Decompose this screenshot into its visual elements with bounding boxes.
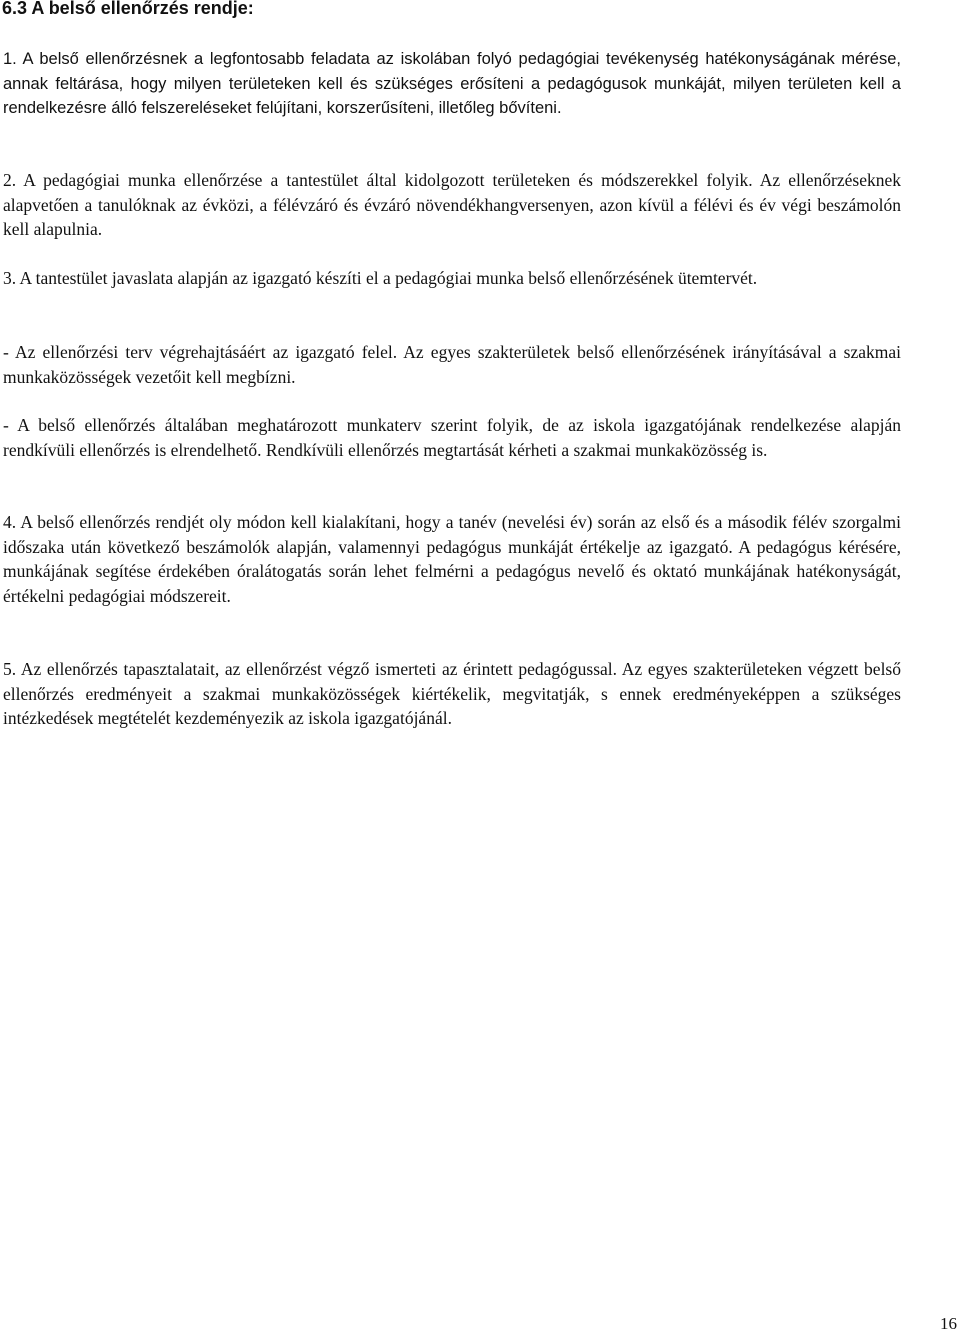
paragraph-4: - Az ellenőrzési terv végrehajtásáért az igazgató felel. Az egyes szakterületek belső ellenőrzésének irányításával a szakmai munkaközösségek vezetőit kell megbízni. xyxy=(3,342,901,387)
page-number: 16 xyxy=(940,1314,957,1333)
paragraph-1: 1. A belső ellenőrzésnek a legfontosabb feladata az iskolában folyó pedagógiai tevékenység hatékonyságának mérése, annak feltárása, hogy milyen területeken kell és szükséges erősíteni a pedagógusok munkáját, milyen területen kell a rendelkezésre álló felszereléseket felújítani, korszerűsíteni, illetőleg bővíteni. xyxy=(3,50,901,117)
paragraph-5: - A belső ellenőrzés általában meghatározott munkaterv szerint folyik, de az iskola igazgatójának rendelkezése alapján rendkívüli ellenőrzés is elrendelhető. Rendkívüli ellenőrzés megtartását kérheti a szakmai munkaközösség is. xyxy=(3,415,901,460)
paragraph-3: 3. A tantestület javaslata alapján az igazgató készíti el a pedagógiai munka belső ellenőrzésének ütemtervét. xyxy=(3,268,758,288)
paragraph-6: 4. A belső ellenőrzés rendjét oly módon kell kialakítani, hogy a tanév (nevelési év) során az első és a második félév szorgalmi időszaka után következő beszámolók alapján, valamennyi pedagógus munkáját értékelje az igazgató. A pedagógus kérésére, munkájának segítése érdekében óralátogatás során lehet felmérni a pedagógus nevelő és oktató munkájának hatékonyságát, értékelni pedagógiai módszereit. xyxy=(3,512,901,606)
paragraph-2: 2. A pedagógiai munka ellenőrzése a tantestület által kidolgozott területeken és módszerekkel folyik. Az ellenőrzéseknek alapvetően a tanulóknak az évközi, a félévzáró és évzáró növendékhangversenyen, azon kívül a félévi és év végi beszámolón kell alapulnia. xyxy=(3,170,901,239)
section-heading: 6.3 A belső ellenőrzés rendje: xyxy=(2,0,254,18)
paragraph-7: 5. Az ellenőrzés tapasztalatait, az ellenőrzést végző ismerteti az érintett pedagógussal. Az egyes szakterületeken végzett belső ellenőrzés eredményeit a szakmai munkaközösségek kiértékelik, megvitatják, s ennek eredményeképpen a szükséges intézkedések megtételét kezdeményezik az iskola igazgatójánál. xyxy=(3,659,901,728)
